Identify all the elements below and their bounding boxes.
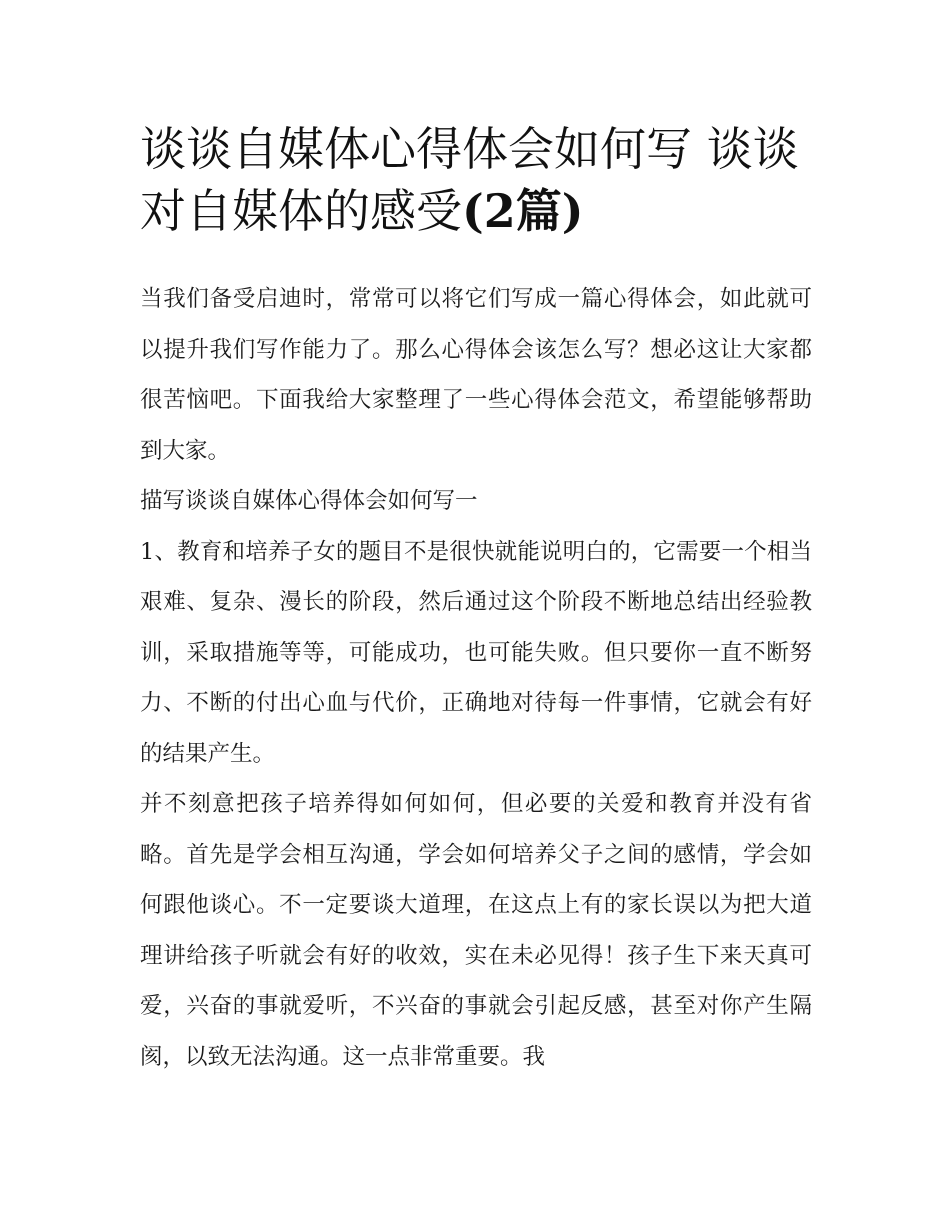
document-body xyxy=(140,274,812,1082)
document-page xyxy=(140,118,812,1082)
title-suffix: (2篇) xyxy=(462,184,584,238)
body-paragraph: 并不刻意把孩子培养得如何如何，但必要的关爱和教育并没有省略。首先是学会相互沟通，学会如何培养父子之间的感情，学会如何跟他谈心。不一定要谈大道理，在这点上有的家长误以为把大道理讲给孩子听就会有好的收效，实在未必见得！孩子生下来天真可爱，兴奋的事就爱听，不兴奋的事就会引起反感，甚至对你产生隔阂，以致无法沟通。这一点非常重要。我 xyxy=(140,791,812,1070)
intro-paragraph: 当我们备受启迪时，常常可以将它们写成一篇心得体会，如此就可以提升我们写作能力了。那么心得体会该怎么写？想必这让大家都很苦恼吧。下面我给大家整理了一些心得体会范文，希望能够帮助到大家。 xyxy=(140,286,812,464)
section-heading: 描写谈谈自媒体心得体会如何写一 xyxy=(140,488,478,514)
body-paragraph: 1、教育和培养子女的题目不是很快就能说明白的，它需要一个相当艰难、复杂、漫长的阶段，然后通过这个阶段不断地总结出经验教训，采取措施等等，可能成功，也可能失败。但只要你一直不断努力、不断的付出心血与代价，正确地对待每一件事情，它就会有好的结果产生。 xyxy=(140,538,812,767)
title-main: 谈谈自媒体心得体会如何写 谈谈对自媒体的感受 xyxy=(140,122,799,238)
document-title xyxy=(140,118,812,242)
